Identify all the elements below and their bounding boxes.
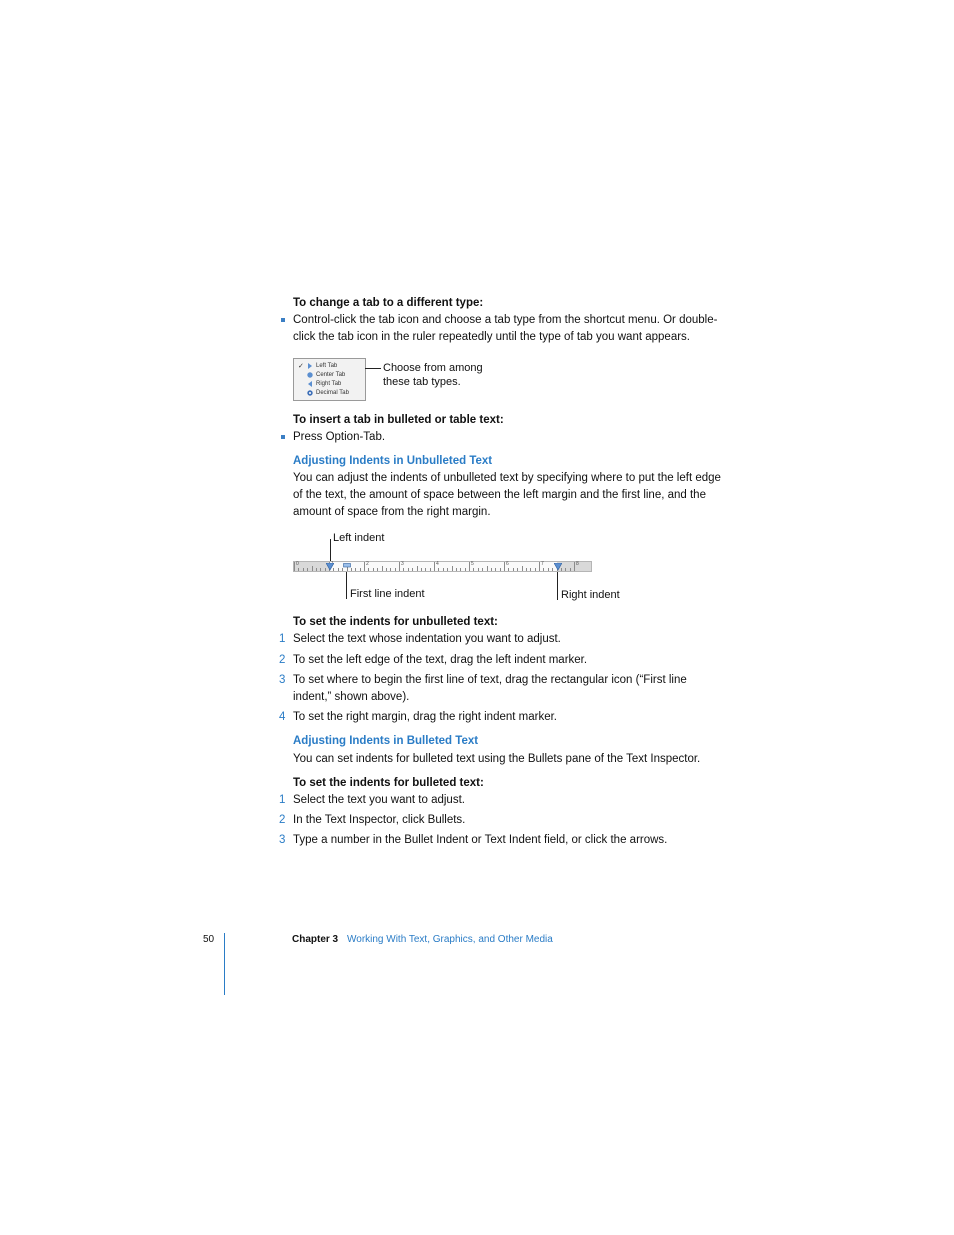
first-line-indent-marker-icon[interactable] (343, 563, 351, 568)
heading-set-unbulleted: To set the indents for unbulleted text: (293, 616, 498, 628)
step-number: 2 (279, 654, 286, 666)
unbulleted-body-line-2: of the text, the amount of space between the left margin and the first line, and the (293, 489, 706, 501)
section-title-bulleted: Adjusting Indents in Bulleted Text (293, 735, 479, 747)
ruler-tick (312, 566, 313, 571)
menu-item-center-tab (294, 371, 365, 380)
decimal-tab-icon (307, 390, 313, 396)
ruler-tick (530, 568, 531, 571)
ruler-tick (421, 568, 422, 571)
step-number: 2 (279, 814, 286, 826)
ruler-tick (517, 568, 518, 571)
ruler-tick (535, 568, 536, 571)
heading-set-bulleted: To set the indents for bulleted text: (293, 777, 484, 789)
ruler-tick (417, 566, 418, 571)
ruler-tick (565, 568, 566, 571)
ruler-tick (390, 568, 391, 571)
ruler-tick (373, 568, 374, 571)
ruler-number: 5 (471, 561, 474, 567)
center-tab-icon (307, 372, 313, 378)
ruler-tick (460, 568, 461, 571)
ruler-tick (307, 568, 308, 571)
ruler-number: 0 (296, 561, 299, 567)
ruler-tick (320, 568, 321, 571)
ruler-tick (522, 566, 523, 571)
menu-item-label: Right Tab (316, 381, 342, 387)
ruler-tick (491, 568, 492, 571)
left-indent-callout-line (330, 539, 331, 561)
ruler-tick (342, 568, 343, 571)
ruler-tick (570, 568, 571, 571)
step-text: Select the text whose indentation you want to adjust. (293, 633, 561, 645)
heading-insert-tab: To insert a tab in bulleted or table text: (293, 414, 504, 426)
first-line-indent-callout-line (346, 572, 347, 599)
ruler-tick (513, 568, 514, 571)
ruler-number: 4 (436, 561, 439, 567)
ruler-number: 7 (541, 561, 544, 567)
ruler-tick (548, 568, 549, 571)
ruler-tick (456, 568, 457, 571)
ruler-tick (508, 568, 509, 571)
left-tab-icon (307, 363, 313, 369)
ruler-tick (574, 562, 575, 571)
ruler-tick (473, 568, 474, 571)
ruler-tick (351, 568, 352, 571)
change-tab-text-line-2: click the tab icon in the ruler repeatedly until the type of tab you want appears. (293, 331, 690, 343)
footer-chapter-title: Working With Text, Graphics, and Other Media (347, 934, 553, 945)
step-text: To set the left edge of the text, drag the left indent marker. (293, 654, 588, 666)
ruler-tick (478, 568, 479, 571)
insert-tab-text: Press Option-Tab. (293, 431, 386, 443)
right-indent-callout-line (557, 572, 558, 600)
ruler-tick (355, 568, 356, 571)
section-title-unbulleted: Adjusting Indents in Unbulleted Text (293, 455, 493, 467)
ruler-tick (447, 568, 448, 571)
ruler-tick (364, 562, 365, 571)
ruler-tick (399, 562, 400, 571)
footer-rule (224, 933, 225, 995)
ruler-tick (487, 566, 488, 571)
ruler-tick (395, 568, 396, 571)
ruler-tick (495, 568, 496, 571)
ruler-tick (382, 566, 383, 571)
step-number: 4 (279, 711, 286, 723)
ruler-tick (412, 568, 413, 571)
menu-item-right-tab (294, 380, 365, 389)
ruler-tick (368, 568, 369, 571)
menu-item-left-tab (294, 362, 365, 371)
ruler-tick (469, 562, 470, 571)
page-number: 50 (203, 934, 215, 945)
tab-menu-callout-line-2: these tab types. (383, 376, 461, 388)
step-number: 3 (279, 834, 286, 846)
menu-item-decimal-tab (294, 389, 365, 398)
unbulleted-body-line-3: amount of space from the right margin. (293, 506, 491, 518)
label-left-indent: Left indent (333, 532, 385, 544)
bulleted-body: You can set indents for bulleted text using the Bullets pane of the Text Inspector. (293, 753, 701, 765)
label-right-indent: Right indent (561, 589, 620, 601)
footer-chapter-label: Chapter 3 (292, 934, 339, 945)
callout-line (365, 368, 381, 369)
ruler-tick (403, 568, 404, 571)
ruler-tick (452, 566, 453, 571)
step-text: Type a number in the Bullet Indent or Text Indent field, or click the arrows. (293, 834, 668, 846)
ruler-tick (430, 568, 431, 571)
ruler-number: 3 (401, 561, 404, 567)
ruler-tick (465, 568, 466, 571)
step-text: In the Text Inspector, click Bullets. (293, 814, 466, 826)
ruler-tick (539, 562, 540, 571)
menu-item-label: Left Tab (316, 363, 338, 369)
menu-item-label: Center Tab (316, 372, 346, 378)
ruler-number: 8 (576, 561, 579, 567)
ruler-tick (294, 562, 295, 571)
ruler-tick (552, 568, 553, 571)
step-number: 3 (279, 674, 286, 686)
ruler-tick (543, 568, 544, 571)
step-number: 1 (279, 794, 286, 806)
step-text: Select the text you want to adjust. (293, 794, 465, 806)
ruler-number: 6 (506, 561, 509, 567)
ruler-tick (338, 568, 339, 571)
left-indent-marker-icon[interactable] (326, 563, 334, 571)
ruler-tick (377, 568, 378, 571)
bullet-marker (281, 318, 285, 322)
ruler-tick (434, 562, 435, 571)
ruler-tick (438, 568, 439, 571)
ruler-tick (386, 568, 387, 571)
ruler-tick (482, 568, 483, 571)
unbulleted-body-line-1: You can adjust the indents of unbulleted text by specifying where to put the left edge (293, 472, 721, 484)
ruler-tick (500, 568, 501, 571)
ruler-tick (425, 568, 426, 571)
step-text: To set the right margin, drag the right indent marker. (293, 711, 557, 723)
tab-type-menu-figure (293, 358, 366, 401)
ruler-tick (316, 568, 317, 571)
ruler-tick (298, 568, 299, 571)
step-text-line-2: indent,” shown above). (293, 691, 410, 703)
menu-item-label: Decimal Tab (316, 390, 349, 396)
tab-menu-callout-line-1: Choose from among (383, 362, 483, 374)
step-text-line-1: To set where to begin the first line of text, drag the rectangular icon (“First line (293, 674, 687, 686)
heading-change-tab: To change a tab to a different type: (293, 297, 484, 309)
ruler-tick (526, 568, 527, 571)
checkmark-icon: ✓ (298, 363, 304, 370)
ruler-tick (443, 568, 444, 571)
ruler (293, 561, 592, 572)
ruler-number: 2 (366, 561, 369, 567)
ruler-tick (303, 568, 304, 571)
bullet-marker (281, 435, 285, 439)
step-number: 1 (279, 633, 286, 645)
right-tab-icon (307, 381, 313, 387)
ruler-tick (408, 568, 409, 571)
label-first-line-indent: First line indent (350, 588, 425, 600)
ruler-tick (360, 568, 361, 571)
ruler-tick (504, 562, 505, 571)
right-indent-marker-icon[interactable] (554, 563, 562, 571)
change-tab-text-line-1: Control-click the tab icon and choose a tab type from the shortcut menu. Or double- (293, 314, 718, 326)
